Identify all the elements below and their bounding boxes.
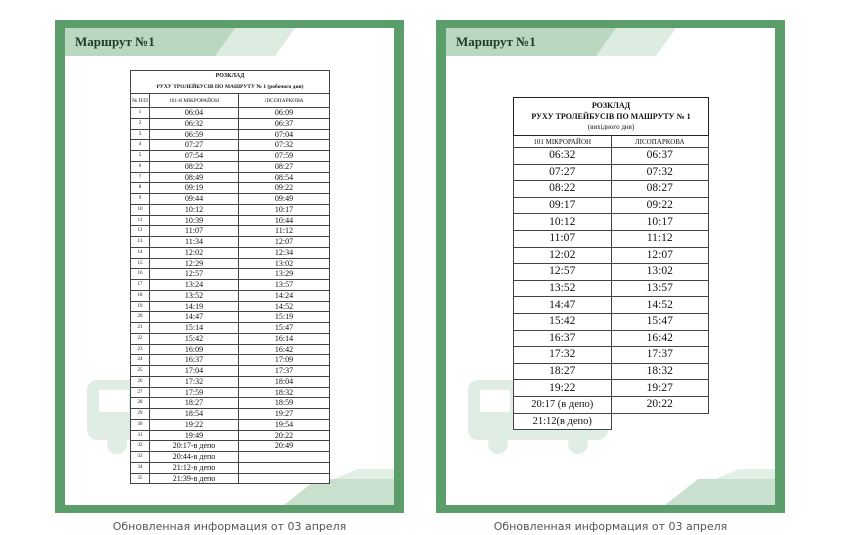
row-number: 8	[131, 183, 150, 194]
departure-mikroraion: 18:27	[150, 398, 239, 409]
table-row	[131, 344, 330, 355]
column-header-number: № П/П	[131, 94, 150, 108]
departure-lisoparkova: 11:12	[239, 226, 330, 237]
weekday-schedule-table	[130, 70, 330, 484]
table-row	[131, 312, 330, 323]
table-row	[131, 290, 330, 301]
schedule-card-weekend[interactable]	[436, 20, 785, 513]
departure-mikroraion: 08:22	[514, 181, 612, 198]
table-row	[131, 108, 330, 119]
departure-lisoparkova	[611, 413, 709, 430]
departure-mikroraion: 07:27	[514, 164, 612, 181]
schedule-card-weekday[interactable]	[55, 20, 404, 513]
row-number: 16	[131, 269, 150, 280]
table-row	[131, 473, 330, 484]
frame-right	[775, 20, 785, 513]
departure-mikroraion: 16:37	[514, 330, 612, 347]
table-row	[514, 280, 709, 297]
departure-lisoparkova: 07:32	[239, 140, 330, 151]
table-row	[514, 380, 709, 397]
route-title: Маршрут №1	[75, 34, 155, 49]
row-number: 7	[131, 172, 150, 183]
departure-lisoparkova: 13:02	[611, 264, 709, 281]
departure-mikroraion: 15:42	[514, 313, 612, 330]
table-row	[514, 413, 709, 430]
table-row	[131, 462, 330, 473]
departure-mikroraion: 17:04	[150, 366, 239, 377]
departure-mikroraion: 06:59	[150, 129, 239, 140]
schedule-subtitle: РУХУ ТРОЛЕЙБУСІВ ПО МАШРУТУ № 1 (робочого дня)	[131, 81, 330, 94]
row-number: 11	[131, 215, 150, 226]
departure-lisoparkova: 14:24	[239, 290, 330, 301]
departure-mikroraion: 12:57	[150, 269, 239, 280]
departure-mikroraion: 06:32	[150, 118, 239, 129]
table-row	[131, 151, 330, 162]
departure-lisoparkova: 13:57	[239, 280, 330, 291]
departure-lisoparkova: 18:32	[239, 387, 330, 398]
row-number: 34	[131, 462, 150, 473]
table-row	[131, 409, 330, 420]
row-number: 14	[131, 247, 150, 258]
table-row	[514, 396, 709, 413]
departure-lisoparkova: 16:42	[239, 344, 330, 355]
departure-lisoparkova: 09:49	[239, 194, 330, 205]
departure-lisoparkova: 09:22	[239, 183, 330, 194]
table-row	[131, 301, 330, 312]
table-row	[131, 237, 330, 248]
row-number: 4	[131, 140, 150, 151]
schedule-title: РОЗКЛАД	[131, 71, 330, 82]
table-row	[514, 214, 709, 231]
table-row	[514, 181, 709, 198]
departure-mikroraion: 15:42	[150, 333, 239, 344]
departure-mikroraion: 21:39-в депо	[150, 473, 239, 484]
column-header-mikroraion: 101-й МІКРОРАЙОН	[150, 94, 239, 108]
table-row	[514, 264, 709, 281]
table-row	[131, 161, 330, 172]
row-number: 18	[131, 290, 150, 301]
table-row	[514, 297, 709, 314]
departure-lisoparkova: 14:52	[611, 297, 709, 314]
row-number: 27	[131, 387, 150, 398]
table-row	[131, 430, 330, 441]
table-row	[514, 230, 709, 247]
departure-lisoparkova: 15:47	[239, 323, 330, 334]
departure-lisoparkova: 15:19	[239, 312, 330, 323]
row-number: 17	[131, 280, 150, 291]
departure-mikroraion: 09:19	[150, 183, 239, 194]
frame-left	[55, 20, 65, 513]
departure-mikroraion: 06:32	[514, 148, 612, 165]
departure-mikroraion: 12:29	[150, 258, 239, 269]
departure-mikroraion: 15:14	[150, 323, 239, 334]
departure-mikroraion: 16:37	[150, 355, 239, 366]
departure-mikroraion: 10:39	[150, 215, 239, 226]
departure-lisoparkova: 12:07	[611, 247, 709, 264]
departure-mikroraion: 17:59	[150, 387, 239, 398]
departure-lisoparkova: 10:44	[239, 215, 330, 226]
departure-mikroraion: 08:22	[150, 161, 239, 172]
table-row	[131, 398, 330, 409]
table-row	[514, 330, 709, 347]
schedule-title-block	[514, 98, 709, 136]
row-number: 2	[131, 118, 150, 129]
departure-lisoparkova: 08:27	[239, 161, 330, 172]
column-header-mikroraion: 101 МІКРОРАЙОН	[514, 136, 612, 148]
row-number: 31	[131, 430, 150, 441]
departure-lisoparkova: 20:49	[239, 441, 330, 452]
departure-mikroraion: 20:17 (в депо)	[514, 396, 612, 413]
departure-mikroraion: 14:19	[150, 301, 239, 312]
departure-lisoparkova: 19:54	[239, 419, 330, 430]
table-row	[514, 363, 709, 380]
departure-lisoparkova: 20:22	[611, 396, 709, 413]
row-number: 19	[131, 301, 150, 312]
departure-mikroraion: 13:52	[514, 280, 612, 297]
table-row	[131, 323, 330, 334]
table-row	[131, 129, 330, 140]
departure-lisoparkova: 16:42	[611, 330, 709, 347]
update-caption: Обновленная информация от 03 апреля	[112, 520, 347, 533]
departure-lisoparkova: 14:52	[239, 301, 330, 312]
table-row	[131, 215, 330, 226]
table-row	[131, 366, 330, 377]
table-row	[131, 387, 330, 398]
departure-lisoparkova: 13:57	[611, 280, 709, 297]
row-number: 13	[131, 237, 150, 248]
column-header-lisoparkova: ЛІСОПАРКОВА	[239, 94, 330, 108]
departure-lisoparkova	[239, 452, 330, 463]
departure-mikroraion: 14:47	[150, 312, 239, 323]
frame-top	[55, 20, 404, 28]
departure-mikroraion: 18:54	[150, 409, 239, 420]
departure-lisoparkova: 10:17	[611, 214, 709, 231]
departure-lisoparkova: 09:22	[611, 197, 709, 214]
row-number: 28	[131, 398, 150, 409]
departure-lisoparkova	[239, 462, 330, 473]
departure-mikroraion: 14:47	[514, 297, 612, 314]
departure-mikroraion: 13:24	[150, 280, 239, 291]
table-row	[131, 118, 330, 129]
row-number: 9	[131, 194, 150, 205]
departure-mikroraion: 08:49	[150, 172, 239, 183]
departure-lisoparkova: 13:02	[239, 258, 330, 269]
row-number: 3	[131, 129, 150, 140]
departure-lisoparkova	[239, 473, 330, 484]
departure-mikroraion: 20:44-в депо	[150, 452, 239, 463]
departure-mikroraion: 19:22	[514, 380, 612, 397]
departure-lisoparkova: 12:34	[239, 247, 330, 258]
departure-lisoparkova: 06:37	[611, 148, 709, 165]
departure-lisoparkova: 17:37	[611, 347, 709, 364]
table-row	[131, 376, 330, 387]
frame-bottom	[55, 505, 404, 513]
table-row	[514, 148, 709, 165]
departure-mikroraion: 06:04	[150, 108, 239, 119]
route-title: Маршрут №1	[456, 34, 536, 49]
departure-lisoparkova: 16:14	[239, 333, 330, 344]
schedule-title: РОЗКЛАД	[591, 101, 631, 110]
row-number: 12	[131, 226, 150, 237]
row-number: 6	[131, 161, 150, 172]
table-row	[131, 247, 330, 258]
row-number: 21	[131, 323, 150, 334]
departure-lisoparkova: 13:29	[239, 269, 330, 280]
row-number: 33	[131, 452, 150, 463]
frame-bottom	[436, 505, 785, 513]
schedule-day-type: (вихідного дня)	[587, 123, 635, 131]
departure-mikroraion: 21:12-в депо	[150, 462, 239, 473]
frame-right	[394, 20, 404, 513]
row-number: 10	[131, 204, 150, 215]
row-number: 20	[131, 312, 150, 323]
departure-lisoparkova: 18:32	[611, 363, 709, 380]
table-row	[131, 452, 330, 463]
table-row	[131, 140, 330, 151]
departure-lisoparkova: 10:17	[239, 204, 330, 215]
schedule-subtitle: РУХУ ТРОЛЕЙБУСІВ ПО МАШРУТУ № 1	[531, 112, 691, 121]
table-row	[131, 355, 330, 366]
departure-lisoparkova: 08:54	[239, 172, 330, 183]
departure-mikroraion: 10:12	[514, 214, 612, 231]
departure-mikroraion: 11:07	[150, 226, 239, 237]
departure-lisoparkova: 20:22	[239, 430, 330, 441]
table-row	[131, 269, 330, 280]
weekend-schedule-table	[513, 97, 709, 430]
departure-lisoparkova: 07:59	[239, 151, 330, 162]
table-row	[131, 194, 330, 205]
row-number: 24	[131, 355, 150, 366]
departure-mikroraion: 19:22	[150, 419, 239, 430]
row-number: 25	[131, 366, 150, 377]
row-number: 22	[131, 333, 150, 344]
row-number: 23	[131, 344, 150, 355]
departure-lisoparkova: 18:04	[239, 376, 330, 387]
frame-left	[436, 20, 446, 513]
row-number: 32	[131, 441, 150, 452]
departure-mikroraion: 18:27	[514, 363, 612, 380]
departure-mikroraion: 21:12(в депо)	[514, 413, 612, 430]
departure-lisoparkova: 11:12	[611, 230, 709, 247]
table-row	[131, 183, 330, 194]
row-number: 15	[131, 258, 150, 269]
table-row	[131, 172, 330, 183]
table-row	[514, 197, 709, 214]
table-row	[514, 247, 709, 264]
row-number: 26	[131, 376, 150, 387]
departure-mikroraion: 09:17	[514, 197, 612, 214]
departure-mikroraion: 12:02	[150, 247, 239, 258]
table-row	[131, 333, 330, 344]
departure-lisoparkova: 08:27	[611, 181, 709, 198]
departure-mikroraion: 17:32	[514, 347, 612, 364]
departure-mikroraion: 09:44	[150, 194, 239, 205]
row-number: 35	[131, 473, 150, 484]
departure-mikroraion: 16:09	[150, 344, 239, 355]
update-caption: Обновленная информация от 03 апреля	[493, 520, 728, 533]
departure-mikroraion: 12:02	[514, 247, 612, 264]
table-row	[131, 419, 330, 430]
departure-mikroraion: 11:34	[150, 237, 239, 248]
departure-lisoparkova: 06:09	[239, 108, 330, 119]
frame-top	[436, 20, 785, 28]
row-number: 29	[131, 409, 150, 420]
table-row	[131, 280, 330, 291]
departure-lisoparkova: 06:37	[239, 118, 330, 129]
departure-mikroraion: 12:57	[514, 264, 612, 281]
departure-lisoparkova: 17:09	[239, 355, 330, 366]
column-header-lisoparkova: ЛІСОПАРКОВА	[611, 136, 709, 148]
table-row	[514, 347, 709, 364]
table-row	[514, 313, 709, 330]
table-row	[131, 441, 330, 452]
departure-mikroraion: 13:52	[150, 290, 239, 301]
departure-mikroraion: 10:12	[150, 204, 239, 215]
table-row	[131, 226, 330, 237]
table-row	[131, 258, 330, 269]
departure-mikroraion: 20:17-в депо	[150, 441, 239, 452]
row-number: 30	[131, 419, 150, 430]
table-row	[131, 204, 330, 215]
table-row	[514, 164, 709, 181]
departure-mikroraion: 11:07	[514, 230, 612, 247]
departure-lisoparkova: 07:32	[611, 164, 709, 181]
departure-lisoparkova: 18:59	[239, 398, 330, 409]
departure-lisoparkova: 17:37	[239, 366, 330, 377]
departure-lisoparkova: 19:27	[611, 380, 709, 397]
departure-mikroraion: 17:32	[150, 376, 239, 387]
row-number: 1	[131, 108, 150, 119]
departure-lisoparkova: 07:04	[239, 129, 330, 140]
departure-mikroraion: 07:54	[150, 151, 239, 162]
row-number: 5	[131, 151, 150, 162]
departure-mikroraion: 19:49	[150, 430, 239, 441]
departure-lisoparkova: 19:27	[239, 409, 330, 420]
departure-mikroraion: 07:27	[150, 140, 239, 151]
departure-lisoparkova: 15:47	[611, 313, 709, 330]
departure-lisoparkova: 12:07	[239, 237, 330, 248]
